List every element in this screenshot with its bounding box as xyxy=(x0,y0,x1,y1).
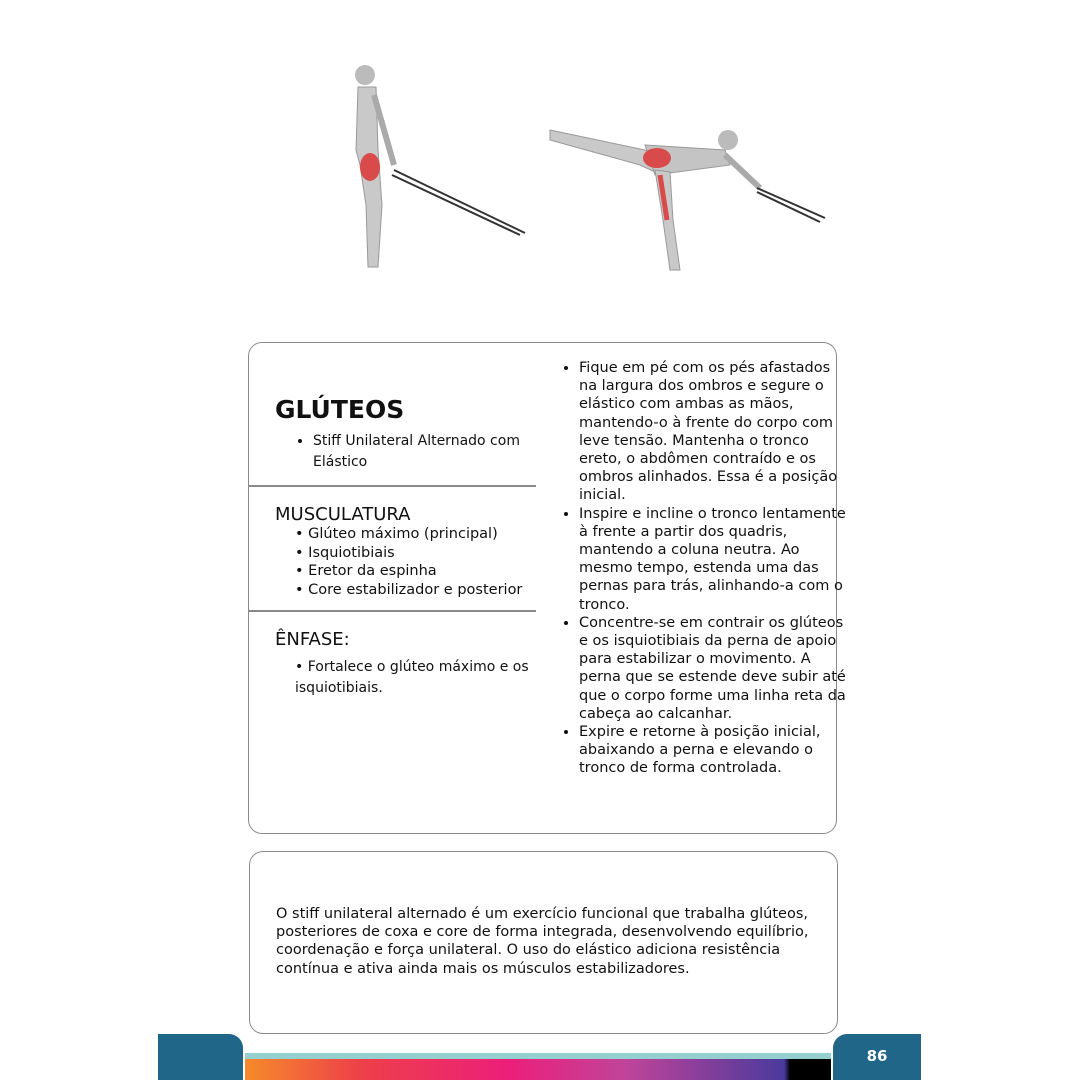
step-item: • Fique em pé com os pés afastados na largura dos ombros e segure o elástico com ambas as mãos, mantendo-o à frente do corpo com leve tensão. Mantenha o tronco ereto, o abdômen contraído e os ombros alinhados. Essa é a posição inicial. xyxy=(579,359,849,505)
footer-gradient-bar xyxy=(245,1059,831,1080)
exercise-end-illustration xyxy=(545,110,835,275)
page-title: GLÚTEOS xyxy=(275,395,405,424)
divider xyxy=(249,610,536,612)
exercise-card xyxy=(248,342,846,834)
musculatura-heading: MUSCULATURA xyxy=(275,504,411,525)
muscle-item: • Eretor da espinha xyxy=(295,563,437,579)
step-item: • Expire e retorne à posição inicial, abaixando a perna e elevando o tronco de forma controlada. xyxy=(579,723,849,778)
muscle-item: • Isquiotibiais xyxy=(295,544,395,561)
step-item: • Inspire e incline o tronco lentamente à frente a partir dos quadris, mantendo a coluna neutra. Ao mesmo tempo, estenda uma das pernas para trás, alinhando-a com o tronco. xyxy=(579,505,849,614)
description-card xyxy=(249,851,838,1034)
enfase-text: • Fortalece o glúteo máximo e os isquiotibiais. xyxy=(295,659,529,696)
muscle-item: • Glúteo máximo (principal) xyxy=(295,526,498,542)
description-text: O stiff unilateral alternado é um exercício funcional que trabalha glúteos, posteriores de coxa e core de forma integrada, desenvolvendo equilíbrio, coordenação e força unilateral. O uso do elástico adiciona resistência contínua e ativa ainda mais os músculos estabilizadores. xyxy=(276,906,809,977)
exercise-start-illustration xyxy=(330,55,540,275)
footer-left-block xyxy=(158,1034,243,1080)
exercise-name: • Stiff Unilateral Alternado com Elástico xyxy=(313,431,553,473)
muscle-list xyxy=(295,525,522,599)
enfase-heading: ÊNFASE: xyxy=(275,629,350,650)
step-item: • Concentre-se em contrair os glúteos e os isquiotibiais da perna de apoio para estabilizar o movimento. A perna que se estende deve subir até que o corpo forme uma linha reta da cabeça ao calcanhar. xyxy=(579,614,849,723)
muscle-item: • Core estabilizador e posterior xyxy=(295,581,523,598)
exercise-name-list xyxy=(291,431,553,473)
page-number: 86 xyxy=(833,1034,921,1080)
steps-list xyxy=(557,359,849,778)
divider xyxy=(249,485,536,487)
